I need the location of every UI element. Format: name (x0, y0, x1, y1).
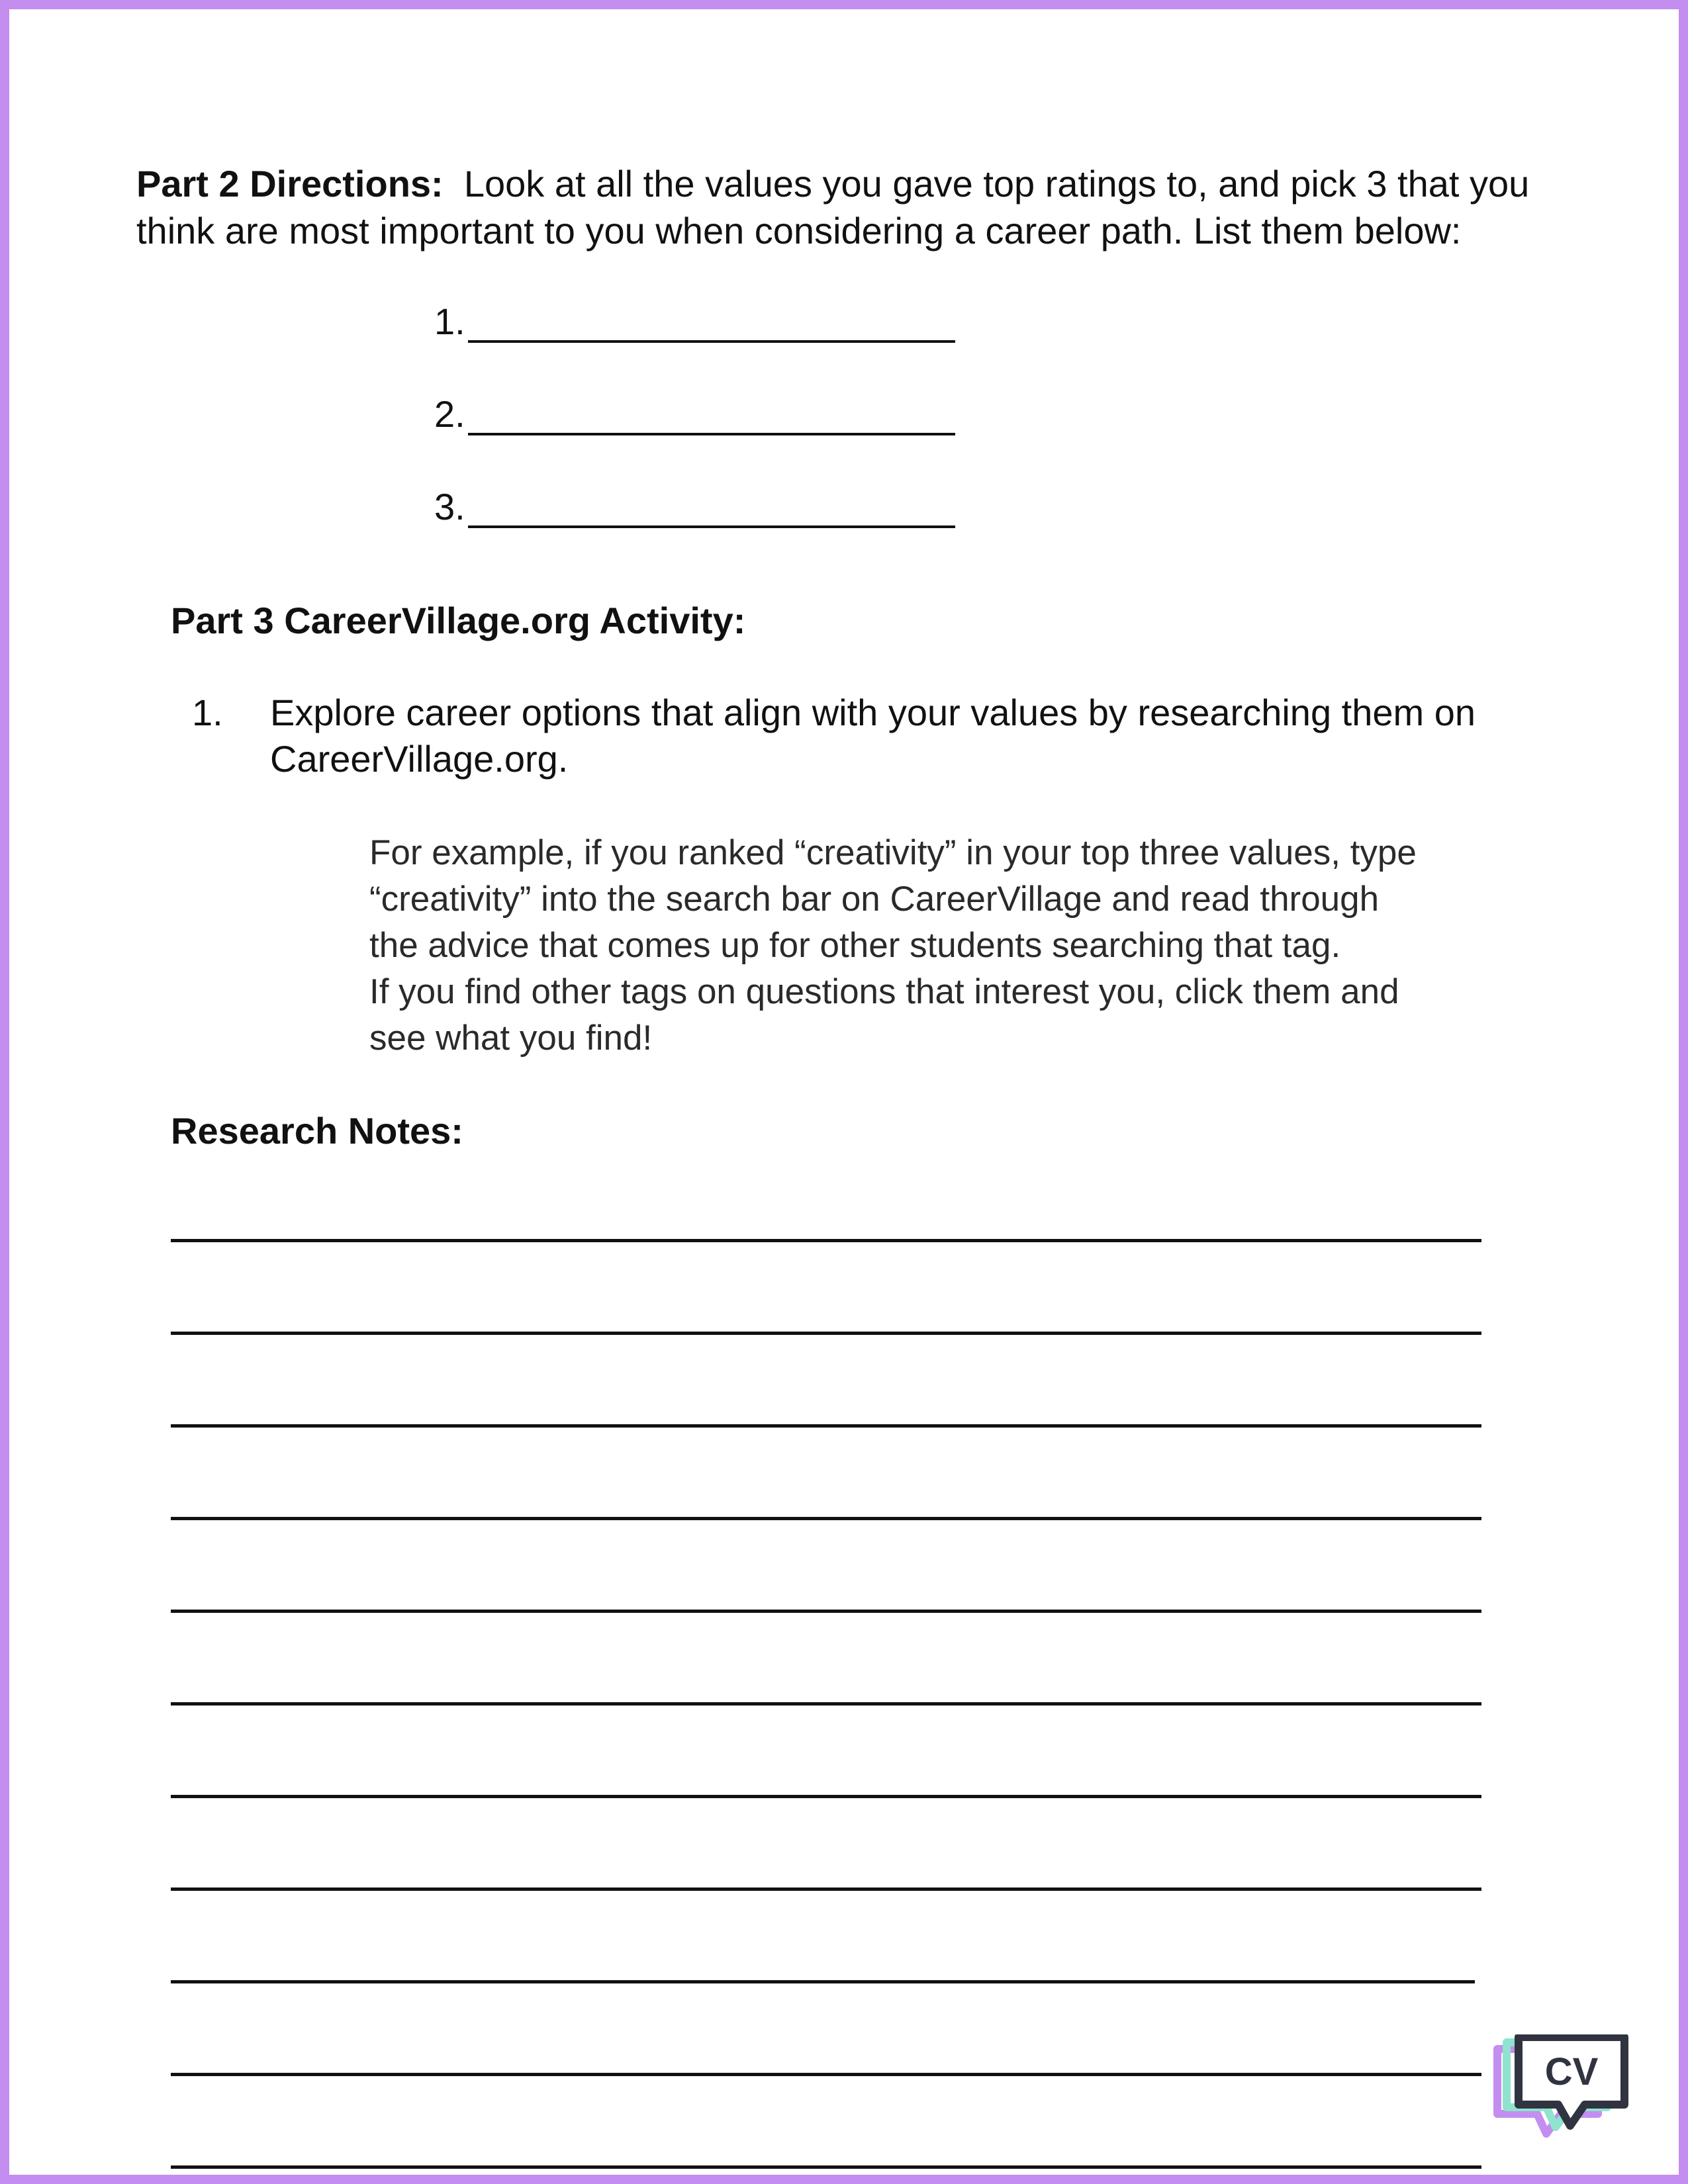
example-paragraph (369, 830, 1495, 1062)
research-note-line[interactable] (171, 1980, 1475, 1983)
item-number: 1. (192, 692, 223, 733)
blank-line[interactable] (468, 306, 955, 343)
blank-line[interactable] (468, 398, 955, 435)
research-note-line[interactable] (171, 2073, 1481, 2076)
research-note-line[interactable] (171, 2165, 1481, 2169)
research-note-line[interactable] (171, 1424, 1481, 1428)
research-note-line[interactable] (171, 1610, 1481, 1613)
logo-text: CV (1544, 2050, 1599, 2093)
part2-directions (136, 160, 1553, 254)
item-text: Explore career options that align with your values by researching them on CareerVillage.org. (270, 692, 1476, 780)
research-note-line[interactable] (171, 1888, 1481, 1891)
example-line: “creativity” into the search bar on CareerVillage and read through (369, 880, 1380, 919)
example-line: see what you find! (369, 1019, 653, 1058)
example-line: If you find other tags on questions that interest you, click them and (369, 972, 1399, 1011)
careervillage-logo-icon (1492, 2034, 1638, 2154)
part3-heading: Part 3 CareerVillage.org Activity: (171, 600, 746, 641)
example-line: the advice that comes up for other students searching that tag. (369, 926, 1341, 965)
research-note-line[interactable] (171, 1239, 1481, 1242)
part2-text: Look at all the values you gave top ratings to, and pick 3 that you think are most important to you when considering a career path. List them below: (136, 163, 1530, 251)
value-blank-1[interactable] (434, 300, 955, 343)
research-note-line[interactable] (171, 1702, 1481, 1706)
value-blank-2[interactable] (434, 393, 955, 435)
blank-number: 1. (434, 300, 465, 342)
research-note-line[interactable] (171, 1517, 1481, 1520)
blank-number: 3. (434, 486, 465, 527)
blank-number: 2. (434, 393, 465, 435)
part2-label: Part 2 Directions: (136, 163, 444, 205)
blank-line[interactable] (468, 491, 955, 528)
research-note-line[interactable] (171, 1332, 1481, 1335)
value-blank-3[interactable] (434, 486, 955, 528)
research-note-line[interactable] (171, 1795, 1481, 1798)
example-line: For example, if you ranked “creativity” in your top three values, type (369, 833, 1417, 872)
research-notes-heading: Research Notes: (171, 1110, 463, 1152)
